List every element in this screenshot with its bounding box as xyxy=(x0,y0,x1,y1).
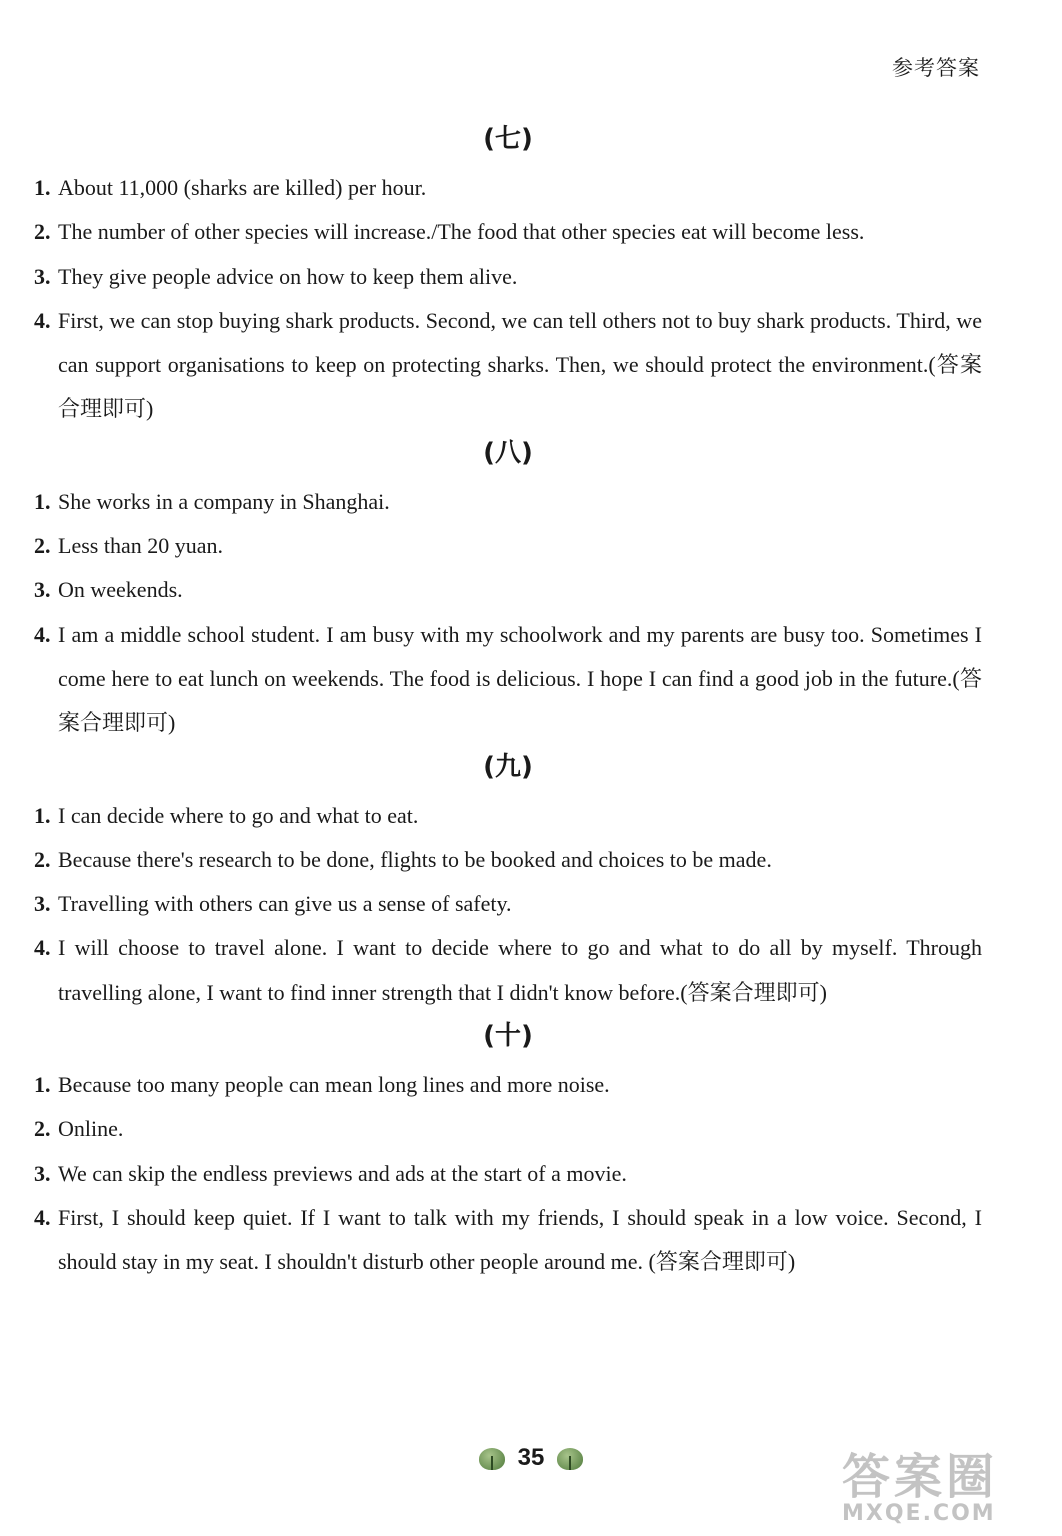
item-number: 1. xyxy=(34,488,51,514)
answer-item xyxy=(34,1152,982,1196)
section-title: (十) xyxy=(483,1021,533,1052)
section-9 xyxy=(34,746,982,1015)
answer-item xyxy=(34,1196,982,1285)
answer-item xyxy=(34,882,982,926)
item-text: We can skip the endless previews and ads at the start of a movie. xyxy=(58,1160,627,1186)
item-text: The number of other species will increase./The food that other species eat will become less. xyxy=(58,219,865,245)
leaf-icon xyxy=(479,1448,505,1470)
answer-item xyxy=(34,480,982,524)
section-10 xyxy=(34,1015,982,1284)
answer-item xyxy=(34,299,982,432)
item-text: I am a middle school student. I am busy with my schoolwork and my parents are busy too. Sometimes I come here to eat lunch on weekends. The food is delicious. I hope I can find a good job in the future.(答案合理即可) xyxy=(58,621,982,736)
item-text: On weekends. xyxy=(58,577,183,603)
page-header-title: 参考答案 xyxy=(892,56,980,80)
section-title: (八) xyxy=(483,437,533,468)
item-number: 4. xyxy=(34,1204,51,1230)
item-number: 3. xyxy=(34,891,51,917)
item-number: 4. xyxy=(34,935,51,961)
item-text: They give people advice on how to keep them alive. xyxy=(58,263,518,289)
item-text: First, I should keep quiet. If I want to talk with my friends, I should speak in a low voice. Second, I should stay in my seat. I shouldn't disturb other people around me. (答案合理即可) xyxy=(58,1204,982,1275)
item-number: 4. xyxy=(34,307,51,333)
item-text: Less than 20 yuan. xyxy=(58,533,223,559)
answer-item xyxy=(34,1107,982,1151)
watermark-logo xyxy=(842,1438,1052,1528)
item-text: I will choose to travel alone. I want to decide where to go and what to do all by myself. Through travelling alone, I want to find inner strength that I didn't know before.(答案合理即可) xyxy=(58,935,982,1005)
answer-item xyxy=(34,210,982,254)
answer-item xyxy=(34,926,982,1015)
section-7 xyxy=(34,118,982,432)
answer-item xyxy=(34,613,982,746)
page-number: 35 xyxy=(517,1444,545,1471)
item-number: 3. xyxy=(34,577,51,603)
item-number: 3. xyxy=(34,1160,51,1186)
watermark-top-text: 答案圈 xyxy=(842,1449,999,1505)
section-8 xyxy=(34,432,982,746)
answer-item xyxy=(34,794,982,838)
item-text: First, we can stop buying shark products. Second, we can tell others not to buy shark products. Third, we can support organisations to keep on protecting sharks. Then, we should protect the environment.(答案合理即可) xyxy=(58,307,982,422)
item-text: I can decide where to go and what to eat. xyxy=(58,802,419,828)
answer-item xyxy=(34,1063,982,1107)
item-number: 1. xyxy=(34,175,51,200)
answer-item xyxy=(34,838,982,882)
item-text: Online. xyxy=(58,1116,124,1142)
answer-item xyxy=(34,166,982,210)
item-number: 4. xyxy=(34,621,51,647)
item-number: 2. xyxy=(34,1116,51,1142)
item-number: 1. xyxy=(34,802,51,828)
answer-item xyxy=(34,255,982,299)
item-number: 2. xyxy=(34,846,51,872)
answer-content xyxy=(34,118,982,1285)
answer-item xyxy=(34,524,982,568)
item-text: Travelling with others can give us a sense of safety. xyxy=(58,891,512,917)
answer-item xyxy=(34,568,982,612)
section-title: (七) xyxy=(483,124,533,154)
item-text: About 11,000 (sharks are killed) per hour. xyxy=(58,175,427,200)
item-text: Because too many people can mean long lines and more noise. xyxy=(58,1072,610,1098)
item-number: 1. xyxy=(34,1072,51,1098)
item-number: 2. xyxy=(34,219,51,245)
item-number: 2. xyxy=(34,533,51,559)
item-text: She works in a company in Shanghai. xyxy=(58,488,390,514)
watermark-bottom-text: MXQE.COM xyxy=(842,1501,996,1526)
section-title: (九) xyxy=(483,751,533,782)
item-number: 3. xyxy=(34,263,51,289)
item-text: Because there's research to be done, flights to be booked and choices to be made. xyxy=(58,846,772,872)
leaf-icon xyxy=(557,1448,583,1470)
